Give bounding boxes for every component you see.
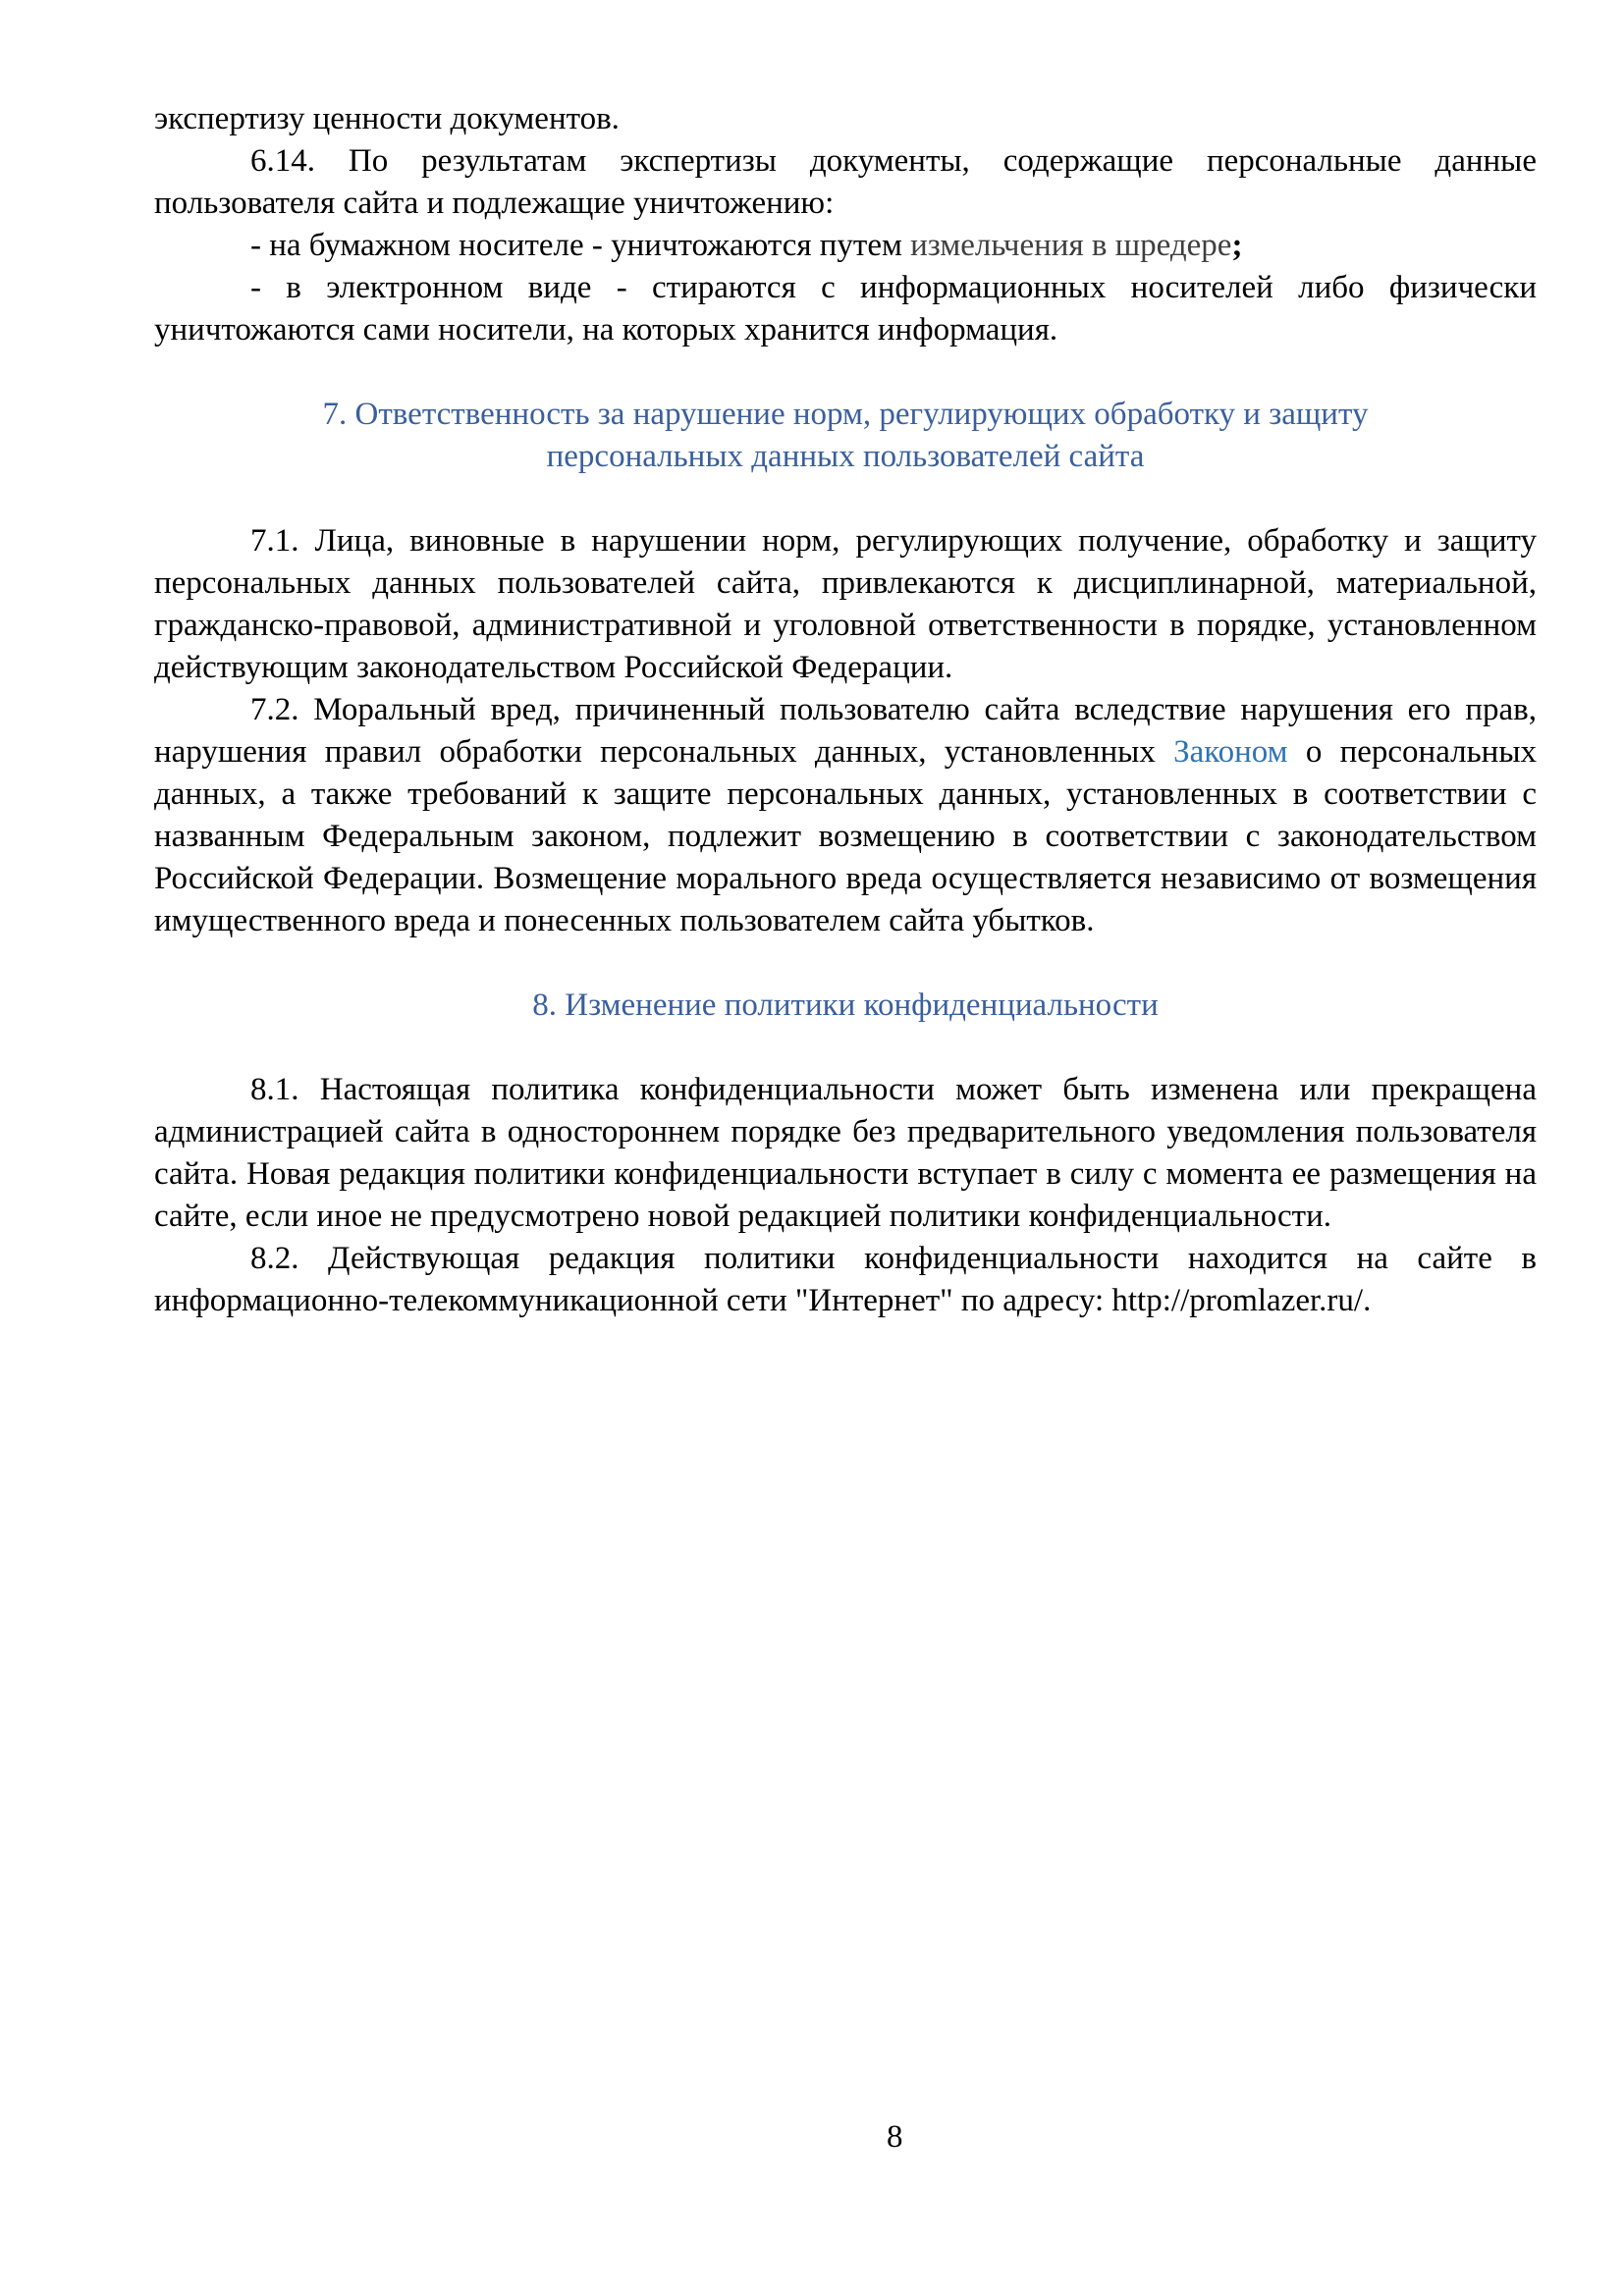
section-7-heading bbox=[154, 394, 1537, 478]
paragraph-7-2 bbox=[154, 689, 1537, 942]
text-segment-before-url: 8.2. Действующая редакция политики конфиденциальности находится на сайте в информационно-телекоммуникационной сети "Интернет" по адресу: bbox=[154, 1241, 1537, 1318]
paragraph-8-1: 8.1. Настоящая политика конфиденциальности может быть изменена или прекращена администрацией сайта в одностороннем порядке без предварительного уведомления пользователя сайта. Новая редакция политики конфиденциальности вступает в силу с момента ее размещения на сайте, если иное не предусмотрено новой редакцией политики конфиденциальности. bbox=[154, 1072, 1537, 1234]
paragraph-continuation: экспертизу ценности документов. bbox=[154, 101, 620, 136]
section-7-heading-line2: персональных данных пользователей сайта bbox=[546, 439, 1145, 474]
document-body bbox=[154, 98, 1537, 1322]
list-item-electronic-destruction: - в электронном виде - стираются с информационных носителей либо физически уничтожаются сами носители, на которых хранится информация. bbox=[154, 270, 1537, 347]
site-url: http://promlazer.ru/ bbox=[1111, 1283, 1364, 1318]
text-segment-muted: измельчения в шредере bbox=[910, 228, 1232, 263]
paragraph-7-1: 7.1. Лица, виновные в нарушении норм, регулирующих получение, обработку и защиту персональных данных пользователей сайта, привлекаются к дисциплинарной, материальной, гражданско-правовой, административной и уголовной ответственности в порядке, установленном действующим законодательством Российской Федерации. bbox=[154, 523, 1537, 685]
text-segment-black: - на бумажном носителе - уничтожаются путем bbox=[250, 228, 911, 263]
paragraph-6-14: 6.14. По результатам экспертизы документы, содержащие персональные данные пользователя сайта и подлежащие уничтожению: bbox=[154, 143, 1537, 221]
list-item-paper-destruction bbox=[154, 225, 1537, 267]
text-segment-bold-semicolon: ; bbox=[1231, 228, 1243, 263]
text-segment-after-link: о персональных данных, а также требований к защите персональных данных, установленных в соответствии с названным Федеральным законом, подлежит возмещению в соответствии с законодательством Российской Федерации. Возмещение морального вреда осуществляется независимо от возмещения имущественного вреда и понесенных пользователем сайта убытков. bbox=[154, 734, 1537, 938]
paragraph-8-2 bbox=[154, 1238, 1537, 1322]
section-8-heading: 8. Изменение политики конфиденциальности bbox=[532, 988, 1159, 1023]
text-segment-after-url: . bbox=[1363, 1283, 1372, 1318]
text-segment-before-link: 7.2. Моральный вред, причиненный пользователю сайта вследствие нарушения его прав, нарушения правил обработки персональных данных, установленных bbox=[154, 692, 1537, 770]
page-number: 8 bbox=[887, 2119, 903, 2155]
section-7-heading-line1: 7. Ответственность за нарушение норм, регулирующих обработку и защиту bbox=[322, 397, 1369, 432]
law-link[interactable]: Законом bbox=[1173, 734, 1288, 770]
